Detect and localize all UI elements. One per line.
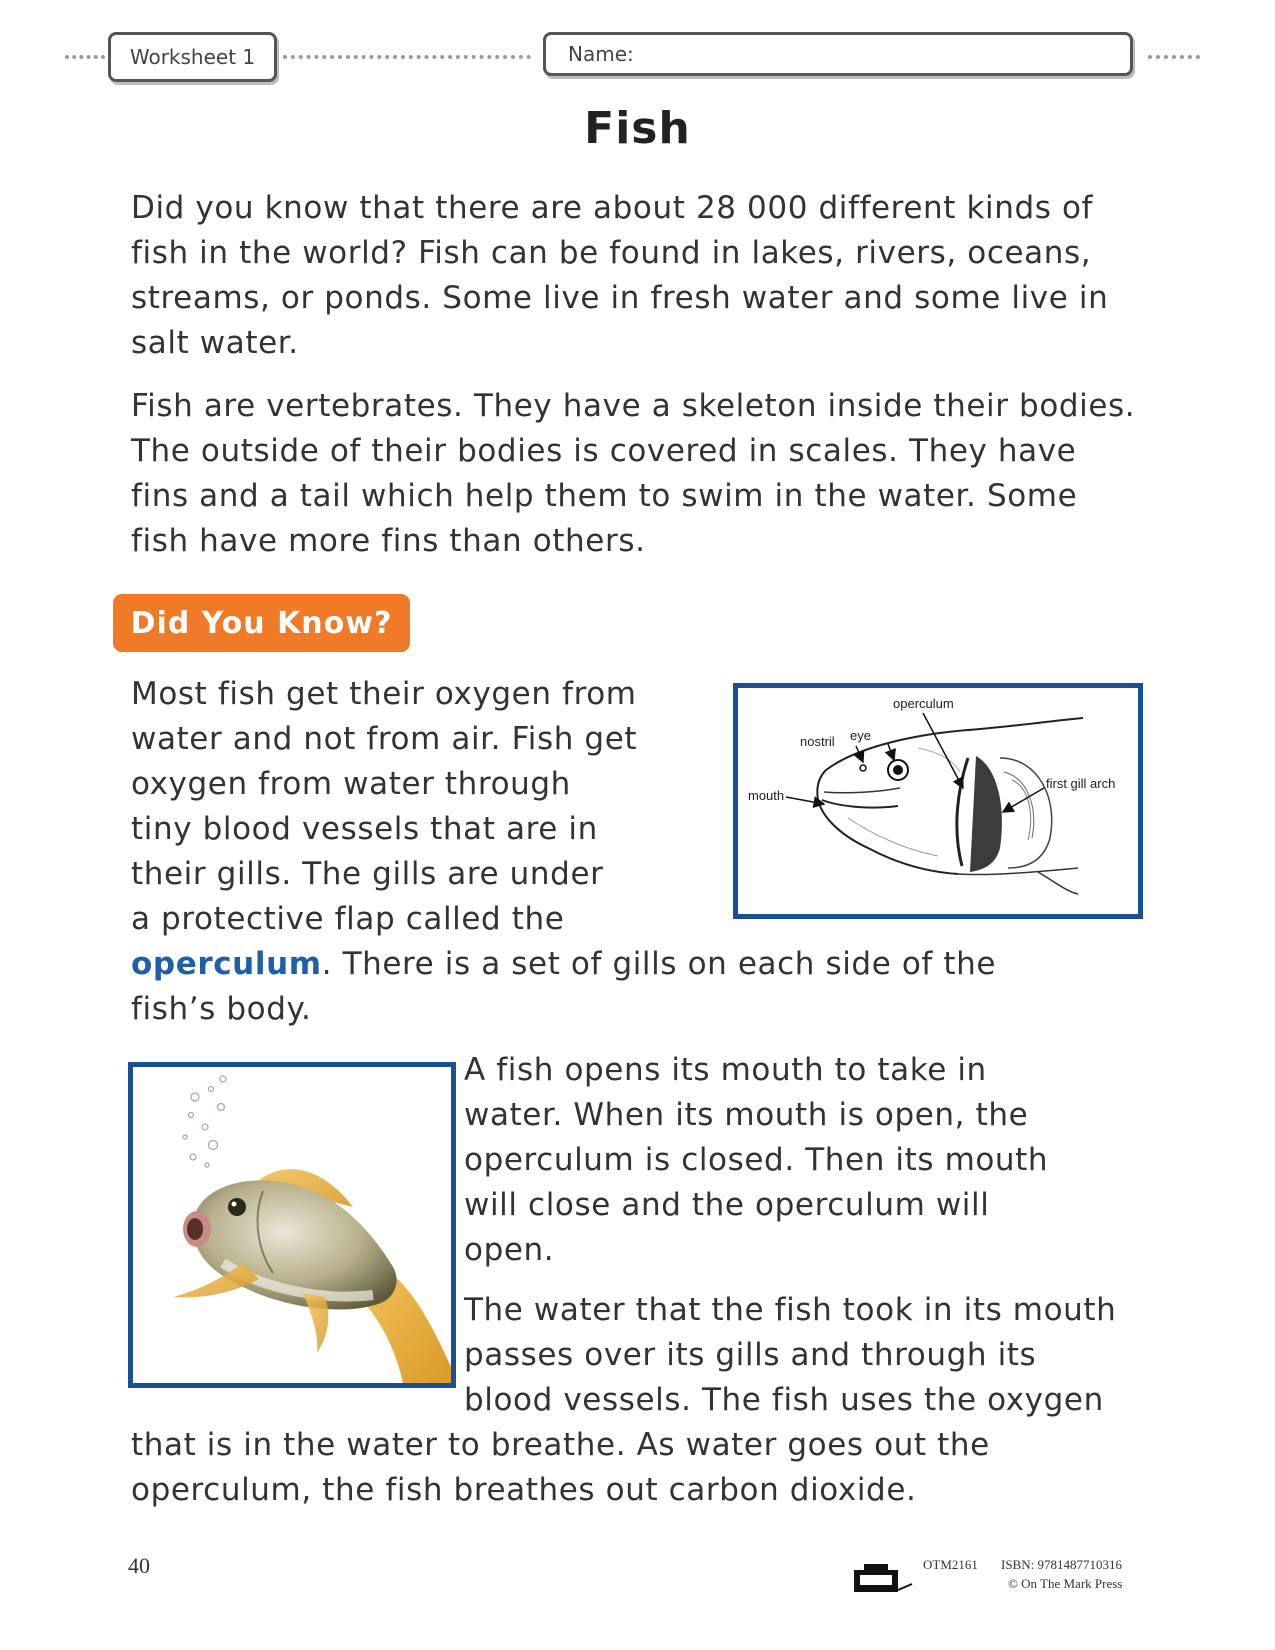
breathing-line-1: A fish opens its mouth to take in xyxy=(464,1052,987,1088)
breathing-line-3: operculum is closed. Then its mouth xyxy=(464,1142,1049,1178)
did-you-know-line-7 xyxy=(131,942,1141,987)
worksheet-label: Worksheet 1 xyxy=(129,45,256,69)
breathing-line-4: will close and the operculum will xyxy=(464,1187,990,1223)
water-paragraph-full xyxy=(131,1423,1141,1513)
breathing-line-2: water. When its mouth is open, the xyxy=(464,1097,1029,1133)
label-nostril: nostril xyxy=(800,734,835,749)
breathing-paragraph xyxy=(464,1048,1164,1273)
label-operculum: operculum xyxy=(893,696,954,711)
copyright: © On The Mark Press xyxy=(1008,1576,1123,1591)
did-you-know-line-7-rest: . There is a set of gills on each side of the xyxy=(321,946,997,982)
did-you-know-line-2: water and not from air. Fish get xyxy=(131,721,638,757)
did-you-know-line-4: tiny blood vessels that are in xyxy=(131,811,598,847)
fish-photo xyxy=(128,1062,456,1388)
goldfish-image xyxy=(133,1067,451,1383)
water-line-3: blood vessels. The fish uses the oxygen xyxy=(464,1382,1104,1418)
water-line-2: passes over its gills and through its xyxy=(464,1337,1037,1373)
fish-gill-diagram xyxy=(733,683,1143,919)
did-you-know-banner xyxy=(113,594,410,652)
publisher-logo-icon xyxy=(852,1562,914,1596)
name-field-box[interactable] xyxy=(543,32,1133,76)
did-you-know-line-5: their gills. The gills are under xyxy=(131,856,604,892)
intro-paragraph-1: Did you know that there are about 28 000 different kinds of fish in the world? Fish can be found in lakes, rivers, oceans, streams, or ponds. Some live in fresh water and some live in salt water. xyxy=(131,190,1109,361)
fish-head-illustration xyxy=(738,688,1138,914)
water-line-1: The water that the fish took in its mouth xyxy=(464,1292,1117,1328)
header-dots-right xyxy=(1148,55,1200,59)
did-you-know-line-6: a protective flap called the xyxy=(131,901,565,937)
product-code: OTM2161 xyxy=(923,1557,978,1572)
header-dots-middle xyxy=(283,55,531,59)
water-line-5: operculum, the fish breathes out carbon dioxide. xyxy=(131,1472,917,1508)
isbn: ISBN: 9781487710316 xyxy=(1001,1557,1122,1572)
page-title: Fish xyxy=(584,103,691,154)
water-line-4: that is in the water to breathe. As water goes out the xyxy=(131,1427,990,1463)
did-you-know-line-8: fish’s body. xyxy=(131,991,312,1027)
worksheet-label-box xyxy=(108,32,277,82)
operculum-highlight: operculum xyxy=(131,946,322,982)
label-first-gill-arch: first gill arch xyxy=(1046,776,1116,791)
page-number: 40 xyxy=(128,1553,150,1578)
label-mouth: mouth xyxy=(748,788,785,803)
intro-paragraph-2: Fish are vertebrates. They have a skeleton inside their bodies. The outside of their bodies is covered in scales. They have fins and a tail which help them to swim in the water. Some fish have more fins than others. xyxy=(131,388,1136,559)
did-you-know-heading: Did You Know? xyxy=(130,605,393,641)
header-dots-left xyxy=(65,55,105,59)
water-paragraph-right xyxy=(464,1288,1164,1423)
label-eye: eye xyxy=(850,728,871,743)
breathing-line-5: open. xyxy=(464,1232,555,1268)
did-you-know-line-3: oxygen from water through xyxy=(131,766,571,802)
did-you-know-line-1: Most fish get their oxygen from xyxy=(131,676,637,712)
name-field-label: Name: xyxy=(568,42,634,66)
